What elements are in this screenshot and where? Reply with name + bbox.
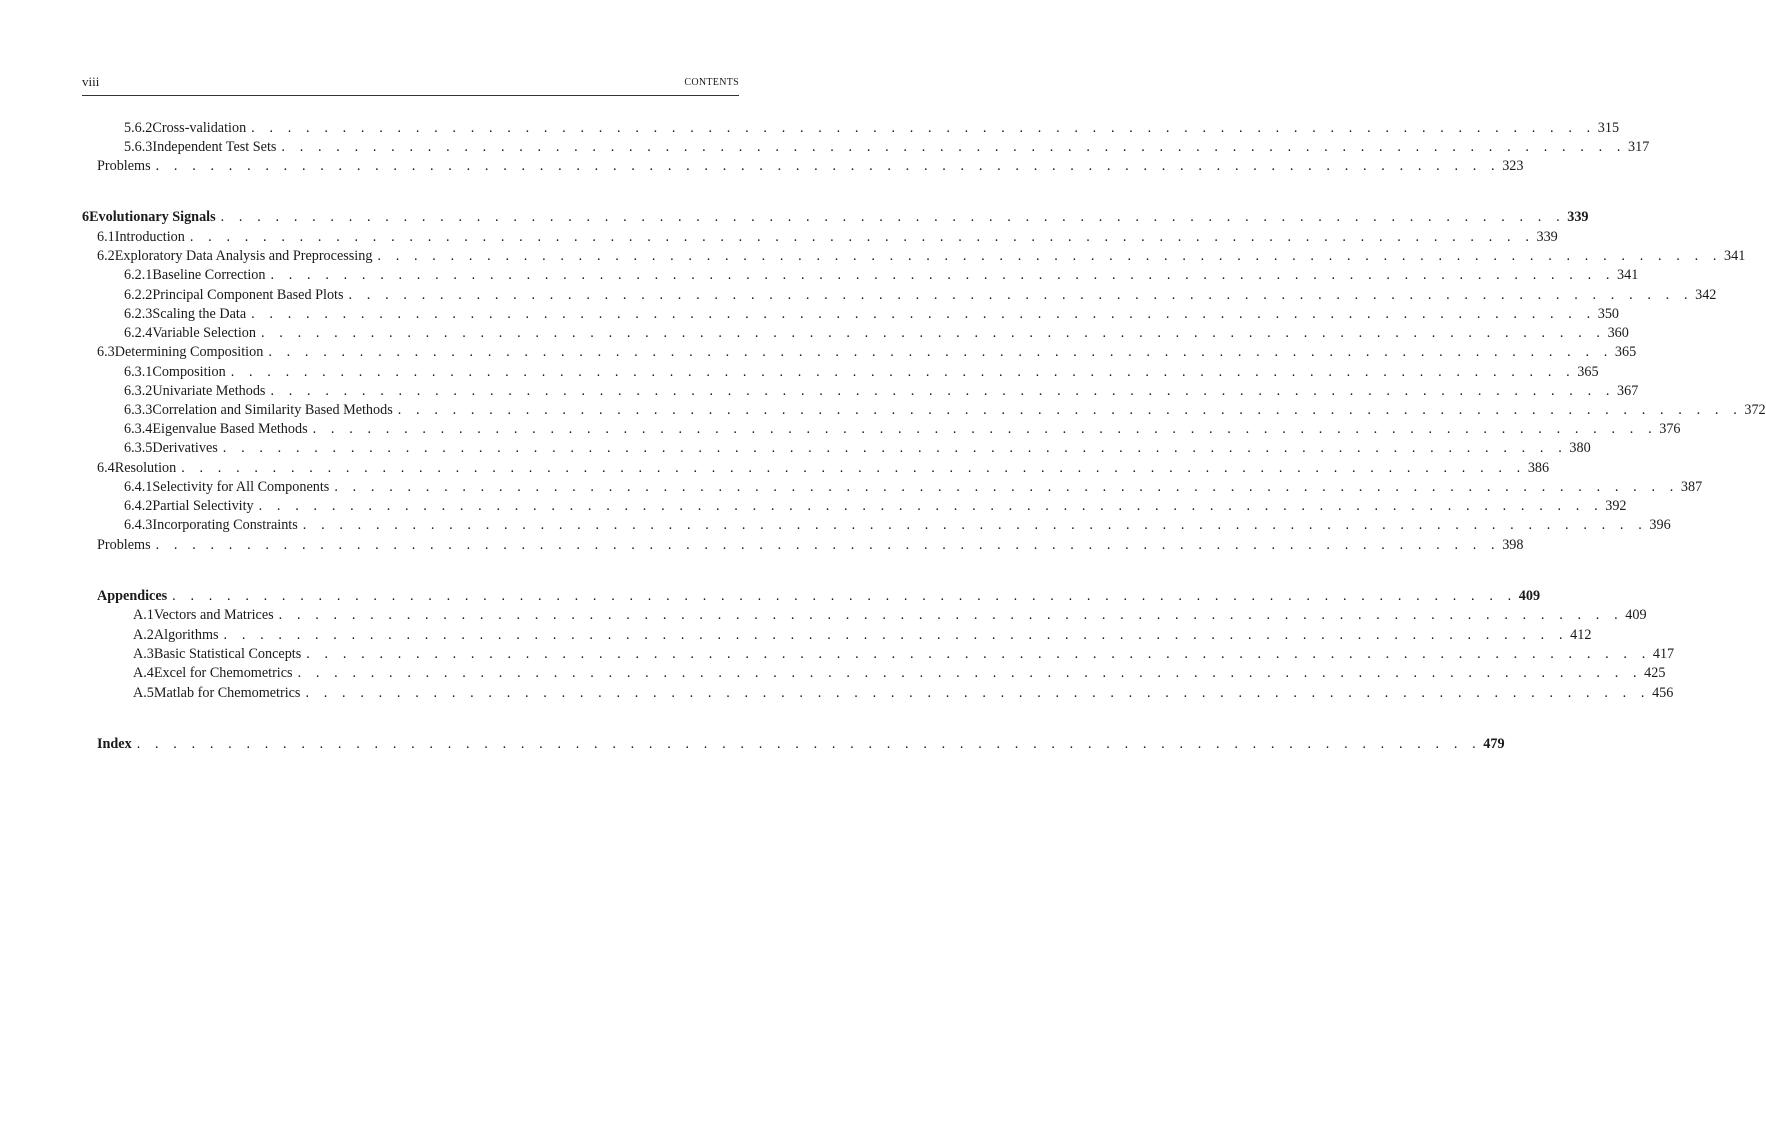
toc-chapter-entry [82, 208, 1589, 227]
toc-entry-title: Exploratory Data Analysis and Preprocessing [114, 248, 373, 264]
toc-entry-number: 6.4.2 [124, 498, 153, 514]
toc-entry [124, 286, 1717, 305]
toc-entry [124, 382, 1639, 401]
leader-dots: . . . . . . . . . . . . . . . . . . . . . . . . . . . . . . . . . . . . . . . . . . . . . . . . . . . . . . . . . . . . . . . . . . . . . . . . . . [297, 665, 1643, 681]
leader-dots: . . . . . . . . . . . . . . . . . . . . . . . . . . . . . . . . . . . . . . . . . . . . . . . . . . . . . . . . . . . . . . . . . . . . . . . . . . [251, 120, 1596, 136]
toc-entry [97, 157, 1524, 176]
leader-dots: . . . . . . . . . . . . . . . . . . . . . . . . . . . . . . . . . . . . . . . . . . . . . . . . . . . . . . . . . . . . . . . . . . . . . . . . . . [312, 421, 1658, 437]
toc-entry-number: 6.4.3 [124, 517, 153, 533]
leader-dots: . . . . . . . . . . . . . . . . . . . . . . . . . . . . . . . . . . . . . . . . . . . . . . . . . . . . . . . . . . . . . . . . . . . . . . . . . . [278, 607, 1624, 623]
toc-entry-number: A.3 [133, 646, 154, 662]
toc-entry [97, 247, 1746, 266]
toc-entry-number: 6.3.3 [124, 402, 153, 418]
toc-entry-page: 323 [1502, 158, 1524, 174]
toc-entry-page: 350 [1597, 306, 1620, 322]
leader-dots: . . . . . . . . . . . . . . . . . . . . . . . . . . . . . . . . . . . . . . . . . . . . . . . . . . . . . . . . . . . . . . . . . . . . . . . . . . [281, 139, 1627, 155]
toc-entry [124, 324, 1629, 343]
toc-entry [124, 516, 1671, 535]
toc-entry-number: 5.6.2 [124, 120, 153, 136]
toc-entry-number: A.5 [133, 685, 154, 701]
toc-entry-title: Vectors and Matrices [153, 607, 274, 623]
toc-entry-page: 409 [1625, 607, 1647, 623]
toc-entry-page: 396 [1649, 517, 1671, 533]
toc-entry [124, 266, 1639, 285]
toc-entry-title: Principal Component Based Plots [152, 287, 344, 303]
toc-entry-number: 6.2.3 [124, 306, 153, 322]
toc-entry [124, 119, 1620, 138]
leader-dots: . . . . . . . . . . . . . . . . . . . . . . . . . . . . . . . . . . . . . . . . . . . . . . . . . . . . . . . . . . . . . . . . . . . . . . . . . . [230, 364, 1576, 380]
toc-entry [97, 228, 1558, 247]
leader-dots: . . . . . . . . . . . . . . . . . . . . . . . . . . . . . . . . . . . . . . . . . . . . . . . . . . . . . . . . . . . . . . . . . . . . . . . . . . [397, 402, 1743, 418]
toc-entry [133, 626, 1592, 645]
toc-chapter-entry [97, 587, 1541, 606]
toc-entry-title: Scaling the Data [152, 306, 247, 322]
toc-entry [124, 478, 1703, 497]
leader-dots: . . . . . . . . . . . . . . . . . . . . . . . . . . . . . . . . . . . . . . . . . . . . . . . . . . . . . . . . . . . . . . . . . . . . . . . . . . [222, 440, 1568, 456]
toc-entry [97, 459, 1550, 478]
toc-entry-page: 425 [1644, 665, 1666, 681]
toc-entry-number: 6.3 [97, 344, 115, 360]
toc-entry-number: 6.3.5 [124, 440, 153, 456]
toc-entry [124, 138, 1650, 157]
leader-dots: . . . . . . . . . . . . . . . . . . . . . . . . . . . . . . . . . . . . . . . . . . . . . . . . . . . . . . . . . . . . . . . . . . . . . . . . . . [251, 306, 1596, 322]
toc-entry-page: 315 [1597, 120, 1620, 136]
toc-entry-title: Problems [97, 158, 151, 174]
toc-entry-page: 398 [1502, 537, 1524, 553]
leader-dots: . . . . . . . . . . . . . . . . . . . . . . . . . . . . . . . . . . . . . . . . . . . . . . . . . . . . . . . . . . . . . . . . . . . . . . . . . . [181, 460, 1526, 476]
toc-entry-page: 392 [1605, 498, 1627, 514]
toc-entry-title: Index [97, 736, 132, 752]
toc-entry-number: 6 [82, 209, 90, 225]
toc-entry-title: Matlab for Chemometrics [153, 685, 301, 701]
toc-entry-page: 342 [1695, 287, 1717, 303]
leader-dots: . . . . . . . . . . . . . . . . . . . . . . . . . . . . . . . . . . . . . . . . . . . . . . . . . . . . . . . . . . . . . . . . . . . . . . . . . . [189, 229, 1535, 245]
toc-entry-number: A.2 [133, 627, 154, 643]
toc-entry-page: 367 [1617, 383, 1639, 399]
toc-entry-title: Evolutionary Signals [89, 209, 216, 225]
toc-entry-title: Derivatives [152, 440, 218, 456]
toc-entry-number: 6.2.1 [124, 267, 153, 283]
toc-entry-number: 6.2.4 [124, 325, 153, 341]
toc-entry-title: Resolution [114, 460, 177, 476]
leader-dots: . . . . . . . . . . . . . . . . . . . . . . . . . . . . . . . . . . . . . . . . . . . . . . . . . . . . . . . . . . . . . . . . . . . . . . . . . . [306, 646, 1651, 662]
leader-dots: . . . . . . . . . . . . . . . . . . . . . . . . . . . . . . . . . . . . . . . . . . . . . . . . . . . . . . . . . . . . . . . . . . . . . . . . . . [258, 498, 1604, 514]
toc-entry-page: 365 [1577, 364, 1599, 380]
toc-entry [124, 420, 1681, 439]
page-header [82, 74, 739, 96]
toc-entry-title: Independent Test Sets [152, 139, 277, 155]
leader-dots: . . . . . . . . . . . . . . . . . . . . . . . . . . . . . . . . . . . . . . . . . . . . . . . . . . . . . . . . . . . . . . . . . . . . . . . . . . [136, 736, 1482, 752]
leader-dots: . . . . . . . . . . . . . . . . . . . . . . . . . . . . . . . . . . . . . . . . . . . . . . . . . . . . . . . . . . . . . . . . . . . . . . . . . . [155, 537, 1501, 553]
toc-entry-number: 6.2 [97, 248, 115, 264]
toc-entry [133, 645, 1675, 664]
leader-dots: . . . . . . . . . . . . . . . . . . . . . . . . . . . . . . . . . . . . . . . . . . . . . . . . . . . . . . . . . . . . . . . . . . . . . . . . . . [220, 209, 1566, 225]
toc-entry-title: Cross-validation [152, 120, 247, 136]
toc-entry-title: Composition [152, 364, 226, 380]
toc-entry-page: 341 [1724, 248, 1746, 264]
toc-entry-title: Correlation and Similarity Based Methods [152, 402, 393, 418]
toc-entry [133, 684, 1674, 703]
toc-entry [124, 363, 1599, 382]
toc-entry-number: 6.4 [97, 460, 115, 476]
toc-entry-number: 6.3.4 [124, 421, 153, 437]
toc-entry-number: 5.6.3 [124, 139, 153, 155]
toc-entry-page: 365 [1614, 344, 1637, 360]
leader-dots: . . . . . . . . . . . . . . . . . . . . . . . . . . . . . . . . . . . . . . . . . . . . . . . . . . . . . . . . . . . . . . . . . . . . . . . . . . [270, 267, 1616, 283]
toc-entry [124, 497, 1627, 516]
toc-entry-title: Basic Statistical Concepts [153, 646, 302, 662]
leader-dots: . . . . . . . . . . . . . . . . . . . . . . . . . . . . . . . . . . . . . . . . . . . . . . . . . . . . . . . . . . . . . . . . . . . . . . . . . . [334, 479, 1679, 495]
page-number: viii [82, 74, 100, 89]
toc-chapter-entry [97, 735, 1505, 754]
toc-entry-number: 6.3.2 [124, 383, 153, 399]
toc-entry-title: Introduction [114, 229, 185, 245]
toc-entry-number: 6.1 [97, 229, 115, 245]
toc-entry-title: Appendices [97, 588, 168, 604]
toc-entry-title: Baseline Correction [152, 267, 266, 283]
toc-entry-number: 6.4.1 [124, 479, 153, 495]
toc-entry-page: 386 [1527, 460, 1550, 476]
toc-entry-page: 380 [1569, 440, 1591, 456]
leader-dots: . . . . . . . . . . . . . . . . . . . . . . . . . . . . . . . . . . . . . . . . . . . . . . . . . . . . . . . . . . . . . . . . . . . . . . . . . . [268, 344, 1613, 360]
toc-entry-title: Problems [97, 537, 151, 553]
toc-entry-page: 339 [1567, 209, 1589, 225]
toc-entry [97, 343, 1637, 362]
toc-entry-page: 412 [1570, 627, 1592, 643]
toc-entry-page: 409 [1518, 588, 1541, 604]
toc-entry-page: 339 [1536, 229, 1558, 245]
toc-entry-title: Excel for Chemometrics [153, 665, 293, 681]
toc-entry-page: 479 [1483, 736, 1505, 752]
toc-entry-page: 372 [1744, 402, 1766, 418]
toc-entry-title: Eigenvalue Based Methods [152, 421, 308, 437]
toc-entry-title: Variable Selection [152, 325, 256, 341]
toc-entry-page: 341 [1617, 267, 1639, 283]
toc-entry-page: 317 [1628, 139, 1650, 155]
toc-entry-number: 6.2.2 [124, 287, 153, 303]
toc-entry [97, 536, 1524, 555]
toc-entry-page: 387 [1680, 479, 1703, 495]
leader-dots: . . . . . . . . . . . . . . . . . . . . . . . . . . . . . . . . . . . . . . . . . . . . . . . . . . . . . . . . . . . . . . . . . . . . . . . . . . [172, 588, 1517, 604]
toc-entry [133, 606, 1647, 625]
toc-entry-title: Determining Composition [114, 344, 264, 360]
leader-dots: . . . . . . . . . . . . . . . . . . . . . . . . . . . . . . . . . . . . . . . . . . . . . . . . . . . . . . . . . . . . . . . . . . . . . . . . . . [270, 383, 1616, 399]
leader-dots: . . . . . . . . . . . . . . . . . . . . . . . . . . . . . . . . . . . . . . . . . . . . . . . . . . . . . . . . . . . . . . . . . . . . . . . . . . [260, 325, 1606, 341]
running-head: CONTENTS [684, 77, 739, 88]
leader-dots: . . . . . . . . . . . . . . . . . . . . . . . . . . . . . . . . . . . . . . . . . . . . . . . . . . . . . . . . . . . . . . . . . . . . . . . . . . [377, 248, 1723, 264]
toc-entry-title: Univariate Methods [152, 383, 266, 399]
toc-entry [133, 664, 1666, 683]
toc-entry [124, 305, 1620, 324]
toc-entry [124, 401, 1766, 420]
toc-entry-number: 6.3.1 [124, 364, 153, 380]
toc-entry-number: A.4 [133, 665, 154, 681]
leader-dots: . . . . . . . . . . . . . . . . . . . . . . . . . . . . . . . . . . . . . . . . . . . . . . . . . . . . . . . . . . . . . . . . . . . . . . . . . . [302, 517, 1648, 533]
toc-entry-number: A.1 [133, 607, 154, 623]
toc-entry-title: Partial Selectivity [152, 498, 254, 514]
leader-dots: . . . . . . . . . . . . . . . . . . . . . . . . . . . . . . . . . . . . . . . . . . . . . . . . . . . . . . . . . . . . . . . . . . . . . . . . . . [155, 158, 1501, 174]
toc-entry-page: 376 [1659, 421, 1681, 437]
leader-dots: . . . . . . . . . . . . . . . . . . . . . . . . . . . . . . . . . . . . . . . . . . . . . . . . . . . . . . . . . . . . . . . . . . . . . . . . . . [305, 685, 1651, 701]
toc-entry-title: Incorporating Constraints [152, 517, 298, 533]
leader-dots: . . . . . . . . . . . . . . . . . . . . . . . . . . . . . . . . . . . . . . . . . . . . . . . . . . . . . . . . . . . . . . . . . . . . . . . . . . [223, 627, 1569, 643]
toc-entry-title: Selectivity for All Components [152, 479, 330, 495]
toc-entry-page: 417 [1652, 646, 1675, 662]
toc-entry-page: 456 [1652, 685, 1674, 701]
toc-entry [124, 439, 1591, 458]
toc-entry-page: 360 [1607, 325, 1629, 341]
leader-dots: . . . . . . . . . . . . . . . . . . . . . . . . . . . . . . . . . . . . . . . . . . . . . . . . . . . . . . . . . . . . . . . . . . . . . . . . . . [348, 287, 1694, 303]
toc-entry-title: Algorithms [153, 627, 219, 643]
